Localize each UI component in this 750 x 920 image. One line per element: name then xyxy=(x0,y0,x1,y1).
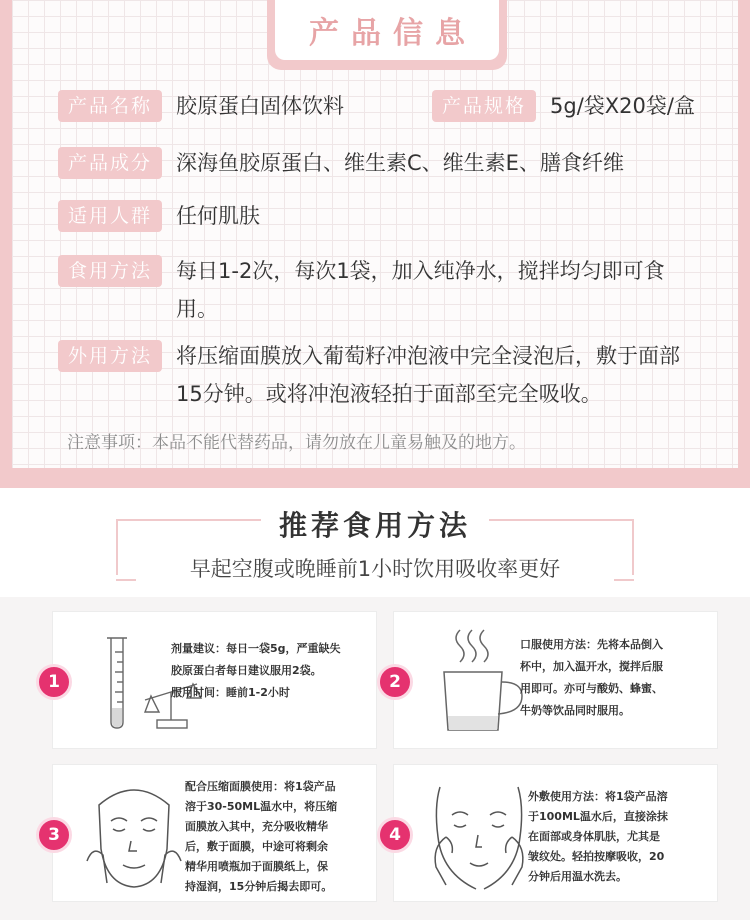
product-name-tag: 产品名称 xyxy=(58,90,162,122)
usage-card-4 xyxy=(389,764,718,902)
recommend-title: 推荐食用方法 xyxy=(261,504,489,544)
caution-note: 注意事项：本品不能代替药品，请勿放在儿童易触及的地方。 xyxy=(67,433,526,453)
step-badge-1: 1 xyxy=(36,664,72,700)
product-name-value: 胶原蛋白固体饮料 xyxy=(176,94,345,118)
product-info-panel xyxy=(12,0,738,468)
row-product-name xyxy=(58,90,344,125)
card-4-text: 外敷使用方法：将1袋产品溶 于100ML温水后，直接涂抹 在面部或身体肌肤，尤其是 皱纹处。轻拍按摩吸收，20 分钟后用温水洗去。 xyxy=(528,790,668,883)
recommend-subtitle-wrap xyxy=(0,553,750,583)
usage-card-1 xyxy=(48,611,377,749)
steaming-cup-icon xyxy=(438,626,528,736)
face-pat-icon xyxy=(424,777,534,897)
audience-value: 任何肌肤 xyxy=(176,204,261,228)
face-mask-icon xyxy=(79,775,189,895)
ingredients-tag: 产品成分 xyxy=(58,147,162,179)
step-badge-3: 3 xyxy=(36,817,72,853)
card-2-text: 口服使用方法：先将本品倒入 杯中，加入温开水，搅拌后服 用即可。亦可与酸奶、蜂蜜、 牛奶等饮品同时服用。 xyxy=(520,638,663,717)
step-badge-4: 4 xyxy=(377,817,413,853)
step-badge-2: 2 xyxy=(377,664,413,700)
usage-card-2 xyxy=(389,611,718,749)
page-title: 产品信息 xyxy=(309,16,477,51)
row-eat-method xyxy=(58,255,706,328)
product-spec-tag: 产品规格 xyxy=(432,90,536,122)
eat-method-tag: 食用方法 xyxy=(58,255,162,287)
recommend-subtitle: 早起空腹或晚睡前1小时饮用吸收率更好 xyxy=(184,553,566,583)
external-method-value: 将压缩面膜放入葡萄籽冲泡液中完全浸泡后，敷于面部15分钟。或将冲泡液轻拍于面部至完全吸收。 xyxy=(176,344,681,406)
ingredients-value: 深海鱼胶原蛋白、维生素C、维生素E、膳食纤维 xyxy=(176,151,624,175)
title-tab xyxy=(267,0,507,70)
row-ingredients xyxy=(58,147,624,182)
usage-card-3 xyxy=(48,764,377,902)
card-3-text: 配合压缩面膜使用：将1袋产品 溶于30-50ML温水中，将压缩 面膜放入其中，充分吸收精华 后，敷于面膜，中途可将剩余 精华用喷瓶加于面膜纸上，保 持湿润，15分钟后揭去即可。 xyxy=(185,780,338,893)
audience-tag: 适用人群 xyxy=(58,200,162,232)
row-product-spec xyxy=(432,90,695,125)
product-spec-value: 5g/袋X20袋/盒 xyxy=(550,94,695,118)
card-1-text: 剂量建议：每日一袋5g，严重缺失 胶原蛋白者每日建议服用2袋。 服用时间：睡前1-2小时 xyxy=(171,642,341,699)
eat-method-value: 每日1-2次，每次1袋，加入纯净水，搅拌均匀即可食用。 xyxy=(176,259,665,321)
row-audience xyxy=(58,200,260,235)
recommend-title-wrap xyxy=(0,504,750,544)
row-external-method xyxy=(58,340,706,413)
external-method-tag: 外用方法 xyxy=(58,340,162,372)
